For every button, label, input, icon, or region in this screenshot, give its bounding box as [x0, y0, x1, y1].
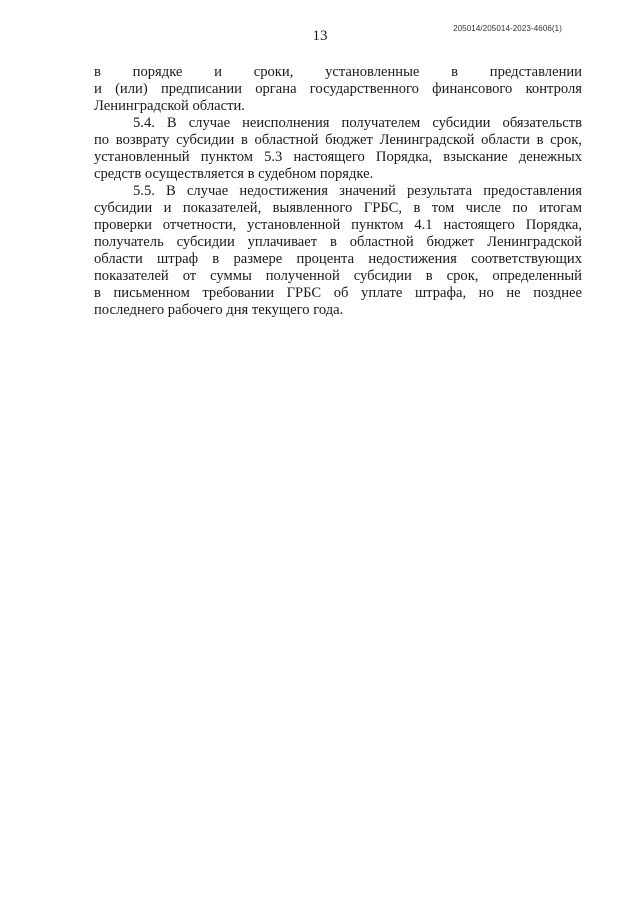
text-line: последнего рабочего дня текущего года. — [94, 302, 344, 318]
text-line: установленный пунктом 5.3 настоящего Порядка, взыскание денежных — [94, 149, 582, 165]
text-line: 5.5. В случае недостижения значений результата предоставления — [133, 183, 582, 199]
text-line: 5.4. В случае неисполнения получателем субсидии обязательств — [133, 115, 582, 131]
paragraph-5-5 — [94, 183, 582, 319]
text-line: в порядке и сроки, установленные в представлении — [94, 64, 582, 80]
body-text — [94, 64, 582, 319]
paragraph-continuation — [94, 64, 582, 115]
text-line: области штраф в размере процента недостижения соответствующих — [94, 251, 582, 267]
paragraph-5-4 — [94, 115, 582, 183]
text-line: по возврату субсидии в областной бюджет Ленинградской области в срок, — [94, 132, 582, 148]
text-line: средств осуществляется в судебном порядке. — [94, 166, 374, 182]
page-number: 13 — [312, 28, 328, 44]
text-line: субсидии и показателей, выявленного ГРБС, в том числе по итогам — [94, 200, 582, 216]
text-line: в письменном требовании ГРБС об уплате штрафа, но не позднее — [94, 285, 582, 301]
document-id: 205014/205014-2023-4606(1) — [453, 24, 562, 33]
text-line: и (или) предписании органа государственного финансового контроля — [94, 81, 582, 97]
text-line: проверки отчетности, установленной пунктом 4.1 настоящего Порядка, — [94, 217, 582, 233]
text-line: Ленинградской области. — [94, 98, 245, 114]
text-line: показателей от суммы полученной субсидии в срок, определенный — [94, 268, 582, 284]
text-line: получатель субсидии уплачивает в областной бюджет Ленинградской — [94, 234, 582, 250]
